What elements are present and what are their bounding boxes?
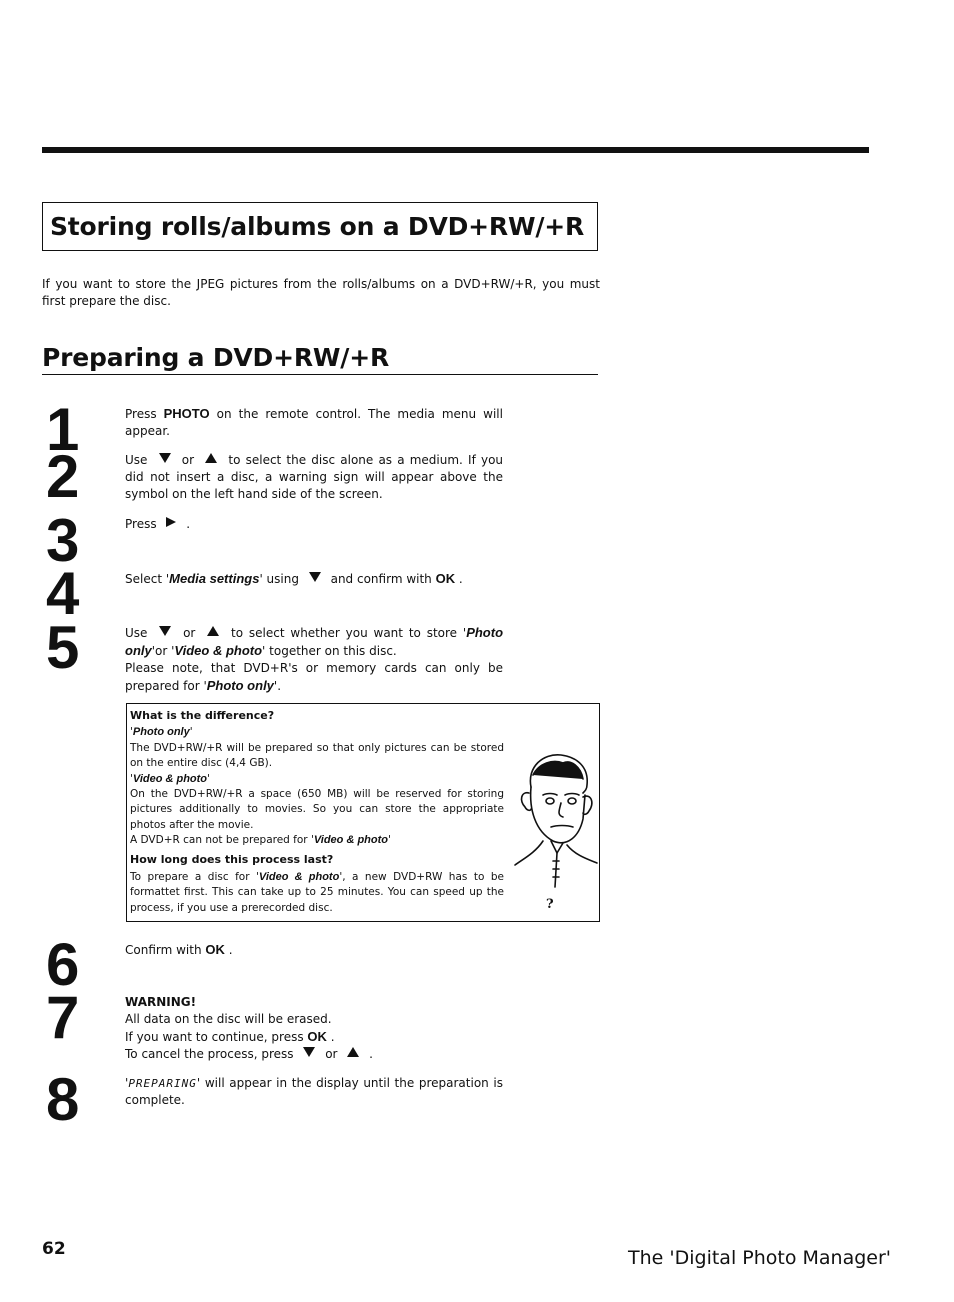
right-arrow-icon xyxy=(166,517,176,527)
page-number: 62 xyxy=(42,1239,66,1259)
ok-key: OK xyxy=(307,1029,327,1044)
step-number-1: 1 xyxy=(46,396,80,463)
thinking-man-icon xyxy=(513,749,599,889)
step-number-6: 6 xyxy=(46,931,80,998)
intro-paragraph: If you want to store the JPEG pictures from the rolls/albums on a DVD+RW/+R, you must first prepare the disc. xyxy=(42,277,600,308)
step-number-4: 4 xyxy=(46,560,80,627)
step-number-8: 8 xyxy=(46,1066,80,1133)
step-number-7: 7 xyxy=(46,984,80,1051)
step-number-2: 2 xyxy=(46,443,80,510)
step-8-text: 'PREPARING' will appear in the display until the preparation is complete. xyxy=(125,1076,503,1107)
step-3-text: Press . xyxy=(125,517,191,531)
ok-key: OK xyxy=(205,942,225,957)
up-arrow-icon xyxy=(205,453,217,463)
warning-label: WARNING! xyxy=(125,995,197,1009)
ok-key: OK xyxy=(435,571,456,586)
header-rule xyxy=(42,147,869,153)
step-7-text: WARNING! All data on the disc will be erased. If you want to continue, press OK . To cancel the process, press or . xyxy=(125,995,373,1061)
down-arrow-icon xyxy=(159,453,171,463)
display-text: PREPARING xyxy=(128,1077,197,1090)
subsection-title: Preparing a DVD+RW/+R xyxy=(42,343,598,375)
step-5-text: Use or to select whether you want to store 'Photo only'or 'Video & photo' together on this disc. Please note, that DVD+R's or memory cards can only be prepared for 'Photo only'. xyxy=(125,625,504,693)
question-mark: ? xyxy=(546,897,554,912)
info-heading-duration: How long does this process last? xyxy=(130,852,334,866)
info-box xyxy=(126,703,600,922)
info-box-text: What is the difference? 'Photo only' The DVD+RW/+R will be prepared so that only pictures can be stored on the entire disc (4,4 GB). 'Video & photo' On the DVD+RW/+R a space (650 MB) will be reserved for storing pictures additionally to movies. So you can store the appropriate photos after the movie. A DVD+R can not be prepared for 'Video & photo' How long does this process last? To prepare a disc for 'Video & photo', a new DVD+RW has to be formattet first. This can take up to 25 minutes. You can speed up the process, if you use a prerecorded disc. xyxy=(130,709,504,914)
down-arrow-icon xyxy=(309,572,321,582)
section-title-box xyxy=(42,202,598,251)
step-2-text: Use or to select the disc alone as a medium. If you did not insert a disc, a warning sign will appear above the symbol on the left hand side of the screen. xyxy=(125,453,504,501)
step-6-text: Confirm with OK . xyxy=(125,942,233,957)
photo-key: PHOTO xyxy=(163,406,210,421)
media-settings-option: Media settings xyxy=(169,571,260,586)
down-arrow-icon xyxy=(303,1047,315,1057)
section-title: Storing rolls/albums on a DVD+RW/+R xyxy=(50,212,585,241)
up-arrow-icon xyxy=(347,1047,359,1057)
info-heading-difference: What is the difference? xyxy=(130,709,275,722)
step-1-text: Press PHOTO on the remote control. The media menu will appear. xyxy=(125,406,503,438)
step-4-text: Select 'Media settings' using and confirm with OK . xyxy=(125,571,463,586)
up-arrow-icon xyxy=(207,626,219,636)
down-arrow-icon xyxy=(159,626,171,636)
step-number-3: 3 xyxy=(46,507,80,574)
footer-chapter-title: The 'Digital Photo Manager' xyxy=(628,1247,892,1269)
step-number-5: 5 xyxy=(46,614,80,681)
